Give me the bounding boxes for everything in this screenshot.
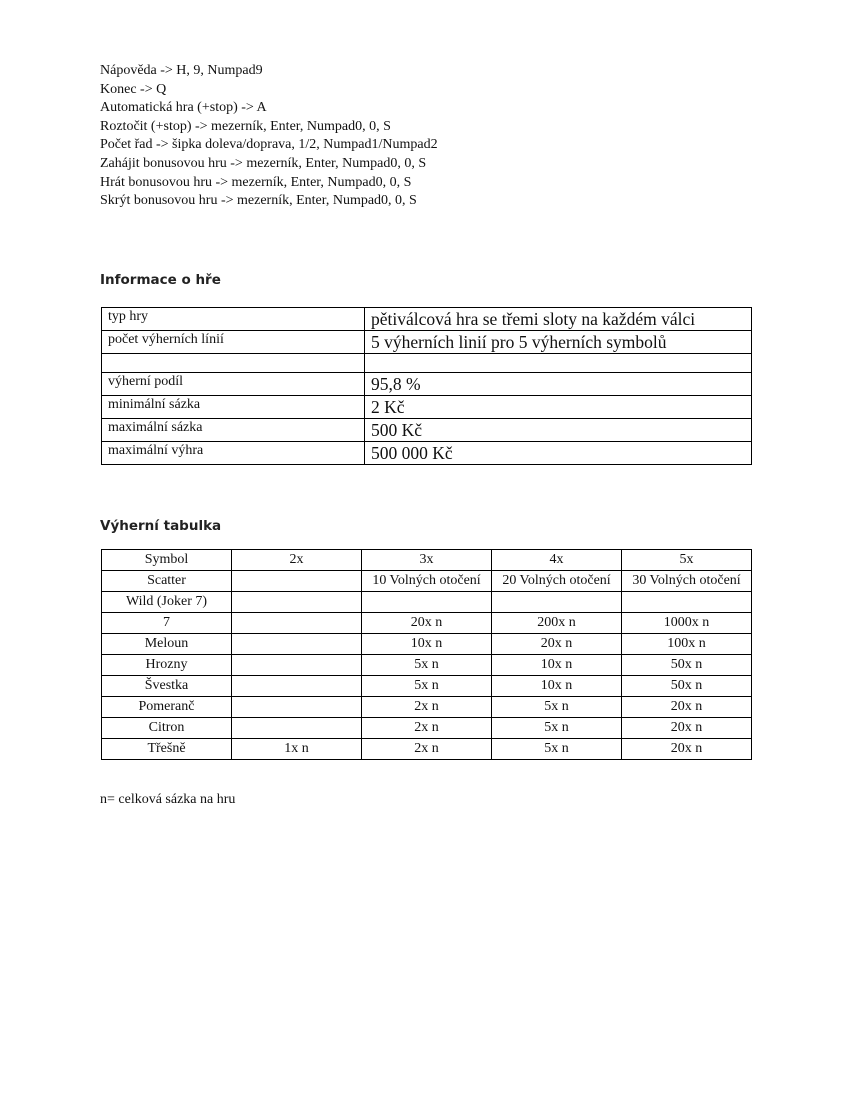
paytable-cell <box>492 592 622 613</box>
info-value: 2 Kč <box>365 396 752 419</box>
paytable-cell: 2x n <box>362 739 492 760</box>
paytable-cell: 5x n <box>492 718 622 739</box>
info-row <box>102 308 752 331</box>
paytable-cell <box>362 592 492 613</box>
info-value: 500 Kč <box>365 419 752 442</box>
paytable-header-row <box>102 550 752 571</box>
paytable-cell: 20x n <box>362 613 492 634</box>
info-row <box>102 373 752 396</box>
paytable-header-cell: 5x <box>622 550 752 571</box>
info-row <box>102 331 752 354</box>
paytable-cell: 5x n <box>492 739 622 760</box>
game-info-table <box>101 307 752 465</box>
paytable-row <box>102 655 752 676</box>
paytable-cell: 100x n <box>622 634 752 655</box>
paytable-cell: Citron <box>102 718 232 739</box>
paytable-cell: 10x n <box>492 655 622 676</box>
info-value <box>365 354 752 373</box>
paytable-cell: 30 Volných otočení <box>622 571 752 592</box>
paytable-cell: Wild (Joker 7) <box>102 592 232 613</box>
paytable-cell: Švestka <box>102 676 232 697</box>
paytable-header-cell: 2x <box>232 550 362 571</box>
paytable <box>101 549 752 760</box>
shortcut-line: Automatická hra (+stop) -> A <box>100 100 267 116</box>
keyboard-shortcuts-list <box>100 62 438 211</box>
paytable-cell: 10x n <box>362 634 492 655</box>
paytable-row <box>102 634 752 655</box>
shortcut-line: Počet řad -> šipka doleva/doprava, 1/2, Numpad1/Numpad2 <box>100 137 438 153</box>
info-label: minimální sázka <box>102 396 365 419</box>
paytable-row <box>102 571 752 592</box>
info-label: počet výherních línií <box>102 331 365 354</box>
info-value: pětiválcová hra se třemi sloty na každém válci <box>365 308 752 331</box>
info-label <box>102 354 365 373</box>
shortcut-line: Zahájit bonusovou hru -> mezerník, Enter, Numpad0, 0, S <box>100 155 427 171</box>
info-label: maximální sázka <box>102 419 365 442</box>
paytable-header-cell: Symbol <box>102 550 232 571</box>
paytable-cell <box>232 592 362 613</box>
paytable-cell: Hrozny <box>102 655 232 676</box>
paytable-cell: 20x n <box>622 697 752 718</box>
paytable-cell <box>622 592 752 613</box>
paytable-cell: 20x n <box>622 739 752 760</box>
paytable-row <box>102 739 752 760</box>
info-row <box>102 396 752 419</box>
paytable-header-cell: 3x <box>362 550 492 571</box>
paytable-row <box>102 613 752 634</box>
info-label: maximální výhra <box>102 442 365 465</box>
paytable-cell: 10 Volných otočení <box>362 571 492 592</box>
paytable-header-cell: 4x <box>492 550 622 571</box>
paytable-cell: 1x n <box>232 739 362 760</box>
paytable-cell: 7 <box>102 613 232 634</box>
paytable-cell: 50x n <box>622 676 752 697</box>
paytable-cell: Třešně <box>102 739 232 760</box>
shortcut-line: Roztočit (+stop) -> mezerník, Enter, Numpad0, 0, S <box>100 118 391 134</box>
paytable-cell: 10x n <box>492 676 622 697</box>
paytable-row <box>102 676 752 697</box>
paytable-cell: Meloun <box>102 634 232 655</box>
paytable-cell: 5x n <box>362 655 492 676</box>
paytable-cell: 5x n <box>362 676 492 697</box>
paytable-cell: 20x n <box>622 718 752 739</box>
info-row <box>102 354 752 373</box>
info-row <box>102 442 752 465</box>
shortcut-line: Nápověda -> H, 9, Numpad9 <box>100 63 263 78</box>
paytable-note: n= celková sázka na hru <box>100 792 236 807</box>
shortcut-line: Konec -> Q <box>100 81 167 97</box>
info-value: 500 000 Kč <box>365 442 752 465</box>
info-row <box>102 419 752 442</box>
paytable-cell <box>232 634 362 655</box>
game-info-heading: Informace o hře <box>100 272 221 288</box>
paytable-cell <box>232 571 362 592</box>
paytable-cell: Scatter <box>102 571 232 592</box>
paytable-row <box>102 592 752 613</box>
info-label: typ hry <box>102 308 365 331</box>
paytable-cell <box>232 655 362 676</box>
paytable-cell <box>232 676 362 697</box>
paytable-cell: 200x n <box>492 613 622 634</box>
paytable-cell: Pomeranč <box>102 697 232 718</box>
info-value: 5 výherních linií pro 5 výherních symbolů <box>365 331 752 354</box>
paytable-cell: 20 Volných otočení <box>492 571 622 592</box>
paytable-cell: 1000x n <box>622 613 752 634</box>
paytable-row <box>102 718 752 739</box>
paytable-row <box>102 697 752 718</box>
paytable-cell: 2x n <box>362 697 492 718</box>
shortcut-line: Skrýt bonusovou hru -> mezerník, Enter, Numpad0, 0, S <box>100 193 417 209</box>
info-label: výherní podíl <box>102 373 365 396</box>
paytable-cell: 5x n <box>492 697 622 718</box>
paytable-cell <box>232 613 362 634</box>
paytable-heading: Výherní tabulka <box>100 518 222 534</box>
paytable-cell <box>232 697 362 718</box>
paytable-cell: 20x n <box>492 634 622 655</box>
paytable-cell: 50x n <box>622 655 752 676</box>
paytable-cell: 2x n <box>362 718 492 739</box>
shortcut-line: Hrát bonusovou hru -> mezerník, Enter, Numpad0, 0, S <box>100 174 412 190</box>
info-value: 95,8 % <box>365 373 752 396</box>
paytable-cell <box>232 718 362 739</box>
